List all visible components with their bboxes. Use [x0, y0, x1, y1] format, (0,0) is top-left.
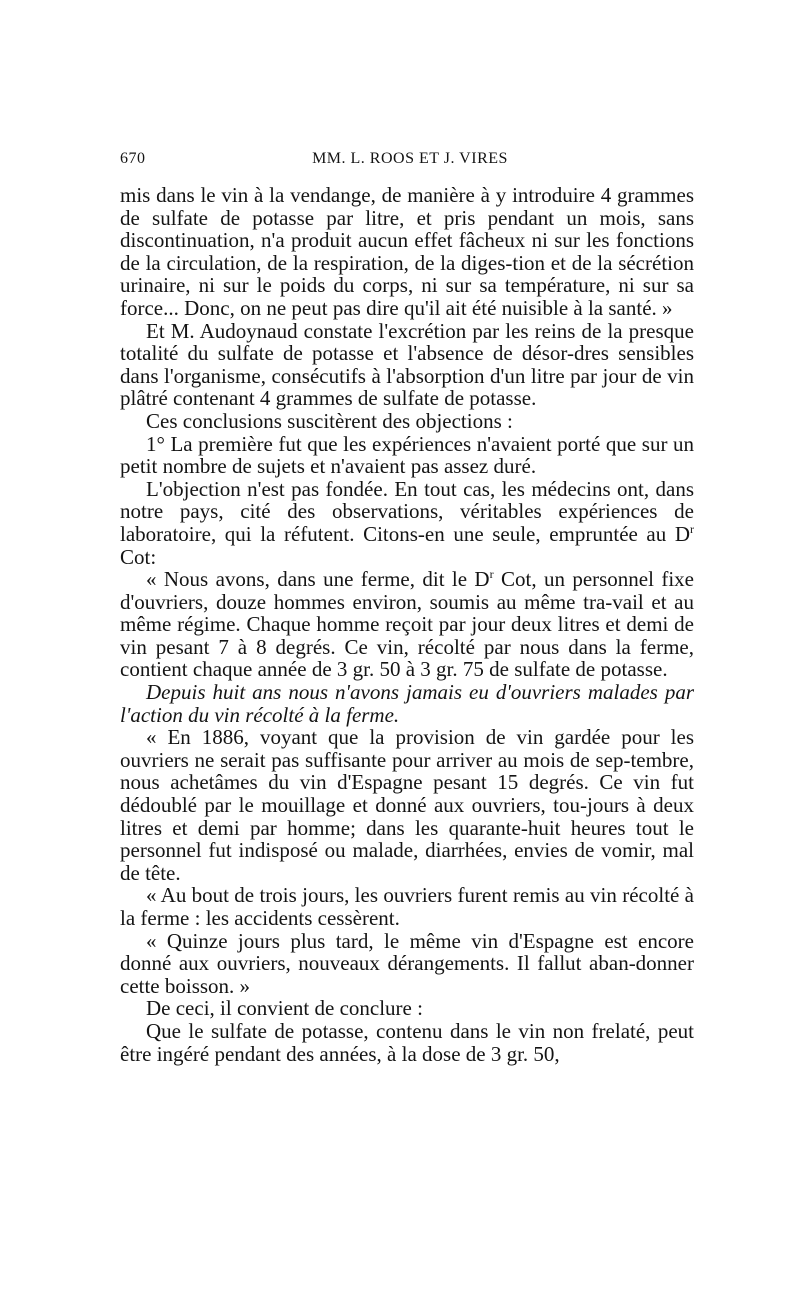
- paragraph-continuation: mis dans le vin à la vendange, de manière à y introduire 4 grammes de sulfate de potasse par litre, et pris pendant un mois, sans discontinuation, n'a produit aucun effet fâcheux ni sur les fonctions de la circulation, de la respiration, de la diges-tion et de la sécrétion urinaire, ni sur le poids du corps, ni sur sa température, ni sur sa force... Donc, on ne peut pas dire qu'il ait été nuisible à la santé. »: [120, 183, 694, 320]
- paragraph-italic-statement: Depuis huit ans nous n'avons jamais eu d'ouvriers malades par l'action du vin récolté à la ferme.: [120, 680, 694, 727]
- running-head: [120, 150, 700, 174]
- paragraph-conclude: De ceci, il convient de conclure :: [146, 996, 423, 1021]
- page-number: 670: [120, 150, 146, 167]
- paragraph-sulfate-conclusion: Que le sulfate de potasse, contenu dans le vin non frelaté, peut être ingéré pendant des années, à la dose de 3 gr. 50,: [120, 1018, 694, 1066]
- paragraph-cot-quote: [120, 568, 694, 681]
- header-title: MM. L. ROOS ET J. VIRES: [312, 150, 508, 167]
- paragraph-text: Cot:: [120, 544, 157, 569]
- paragraph-fifteen-days: « Quinze jours plus tard, le même vin d'Espagne est encore donné aux ouvriers, nouveaux dérangements. Il fallut aban-donner cette boisson. »: [120, 928, 694, 998]
- superscript: r: [489, 567, 494, 582]
- superscript: r: [690, 521, 694, 536]
- paragraph-three-days: « Au bout de trois jours, les ouvriers furent remis au vin récolté à la ferme : les accidents cessèrent.: [120, 883, 694, 930]
- paragraph-text: L'objection n'est pas fondée. En tout cas, les médecins ont, dans notre pays, cité des observations, véritables expériences de laboratoire, qui la réfutent. Citons-en une seule, empruntée au D: [120, 476, 694, 546]
- paragraph-first-objection: 1° La première fut que les expériences n'avaient porté que sur un petit nombre de sujets et n'avaient pas assez duré.: [120, 431, 694, 479]
- paragraph-text: « Nous avons, dans une ferme, dit le D: [146, 567, 490, 592]
- paragraph-1886: « En 1886, voyant que la provision de vin gardée pour les ouvriers ne serait pas suffisante pour arriver au mois de sep-tembre, nous achetâmes du vin d'Espagne pesant 15 degrés. Ce vin fut dédoublé par le mouillage et donné aux ouvriers, tou-jours à deux litres et demi par homme; dans les quarante-huit heures tout le personnel fut indisposé ou malade, diarrhées, envies de vomir, mal de tête.: [120, 725, 694, 885]
- paragraph-objection-response: [120, 478, 694, 568]
- paragraph-audoynaud: Et M. Audoynaud constate l'excrétion par les reins de la presque totalité du sulfate de potasse et l'absence de désor-dres sensibles dans l'organisme, consécutifs à l'absorption d'un litre par jour de vin plâtré contenant 4 grammes de sulfate de potasse.: [120, 318, 694, 411]
- paragraph-text: Cot, un personnel fixe d'ouvriers, douze hommes environ, soumis au même tra-vail et au même régime. Chaque homme reçoit par jour deux litres et demi de vin pesant 7 à 8 degrés. Ce vin, récolté par nous dans la ferme, contient chaque année de 3 gr. 50 à 3 gr. 75 de sulfate de potasse.: [120, 567, 694, 682]
- body-text: [120, 184, 694, 1065]
- paragraph-objections-intro: Ces conclusions suscitèrent des objections :: [146, 408, 513, 433]
